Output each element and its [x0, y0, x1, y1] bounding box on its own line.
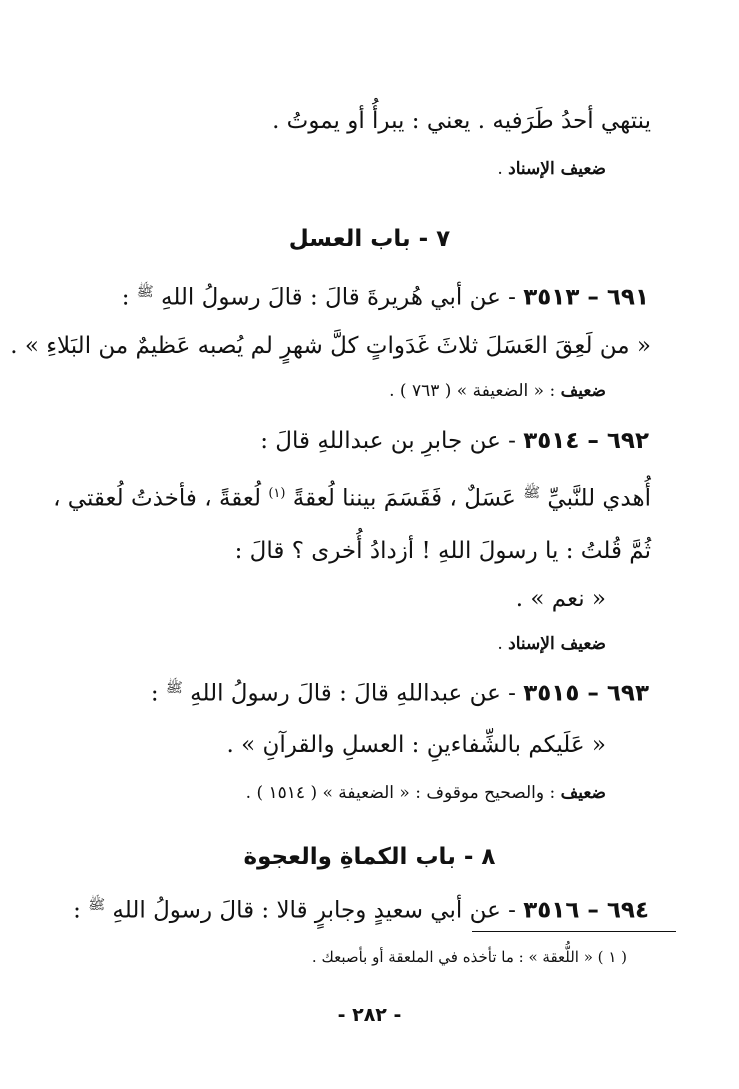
- hadith-isnad: - عن أبي هُريرةَ قالَ : قالَ رسولُ اللهِ: [153, 284, 524, 311]
- page-number: - ٢٨٢ -: [337, 1004, 402, 1026]
- salawat-glyph: ﷺ: [136, 284, 154, 300]
- footnote-separator: [472, 931, 676, 932]
- salawat-glyph: ﷺ: [523, 485, 541, 501]
- grade-note: [497, 159, 606, 179]
- hadith-isnad: - عن أبي سعيدٍ وجابرٍ قالا : قالَ رسولُ اللهِ: [105, 897, 524, 924]
- grade-tail: .: [497, 634, 509, 654]
- grade-label: ضعيف الإسناد: [508, 634, 606, 654]
- grade-tail: .: [497, 159, 509, 179]
- hadith-692-line: [260, 428, 649, 456]
- matn-part: عَسَلٌ ، فَقَسَمَ بيننا لُعقةً: [285, 485, 524, 512]
- hadith-692-matn-3: « نعم » .: [515, 586, 606, 612]
- grade-source: : « الضعيفة » ( ٧٦٣ ) .: [389, 381, 561, 401]
- grade-label: ضعيف: [560, 381, 606, 401]
- grade-note: [497, 634, 606, 654]
- chapter-heading-honey: ٧ - باب العسل: [288, 226, 451, 252]
- grade-label: ضعيف: [560, 783, 606, 803]
- hadith-692-matn-1: [53, 485, 651, 513]
- grade-note: [389, 381, 606, 401]
- continued-text-line: ينتهي أحدُ طَرَفيه . يعني : يبرأُ أو يموتُ .: [272, 108, 651, 134]
- hadith-691-line: [122, 284, 649, 312]
- hadith-691-matn: « من لَعِقَ العَسَلَ ثلاثَ غَدَواتٍ كلَّ شهرٍ لم يُصبه عَظيمٌ من البَلاءِ » .: [10, 333, 651, 359]
- hadith-number: ٦٩٤ – ٣٥١٦: [523, 897, 649, 924]
- hadith-colon: :: [73, 897, 89, 924]
- hadith-number: ٦٩١ – ٣٥١٣: [523, 284, 649, 311]
- hadith-isnad: - عن عبداللهِ قالَ : قالَ رسولُ اللهِ: [182, 680, 524, 707]
- grade-note: [246, 783, 606, 803]
- matn-part: أُهدي للنَّبيِّ: [540, 485, 651, 512]
- hadith-number: ٦٩٢ – ٣٥١٤: [523, 428, 649, 454]
- hadith-colon: :: [150, 680, 166, 707]
- hadith-693-matn: « عَلَيكم بالشِّفاءينِ : العسلِ والقرآنِ » .: [226, 732, 606, 758]
- footnote-text: ( ١ ) « اللُّعقة » : ما تأخذه في الملعقة أو بأصبعك .: [311, 948, 627, 966]
- hadith-number: ٦٩٣ – ٣٥١٥: [523, 680, 649, 707]
- salawat-glyph: ﷺ: [88, 897, 106, 913]
- chapter-heading-truffle: ٨ - باب الكماةِ والعجوة: [243, 844, 496, 870]
- hadith-isnad: - عن جابرِ بن عبداللهِ قالَ :: [260, 428, 524, 454]
- hadith-colon: :: [121, 284, 137, 311]
- hadith-692-matn-2: ثُمَّ قُلتُ : يا رسولَ اللهِ ! أزدادُ أُخرى ؟ قالَ :: [234, 538, 651, 564]
- matn-part: لُعقةً ، فأخذتُ لُعقتي ،: [53, 485, 269, 512]
- hadith-694-line: [73, 897, 649, 925]
- salawat-glyph: ﷺ: [165, 680, 183, 696]
- hadith-693-line: [151, 680, 649, 708]
- grade-label: ضعيف الإسناد: [508, 159, 606, 179]
- footnote-marker: (١): [268, 486, 286, 501]
- grade-source: : والصحيح موقوف : « الضعيفة » ( ١٥١٤ ) .: [245, 783, 561, 803]
